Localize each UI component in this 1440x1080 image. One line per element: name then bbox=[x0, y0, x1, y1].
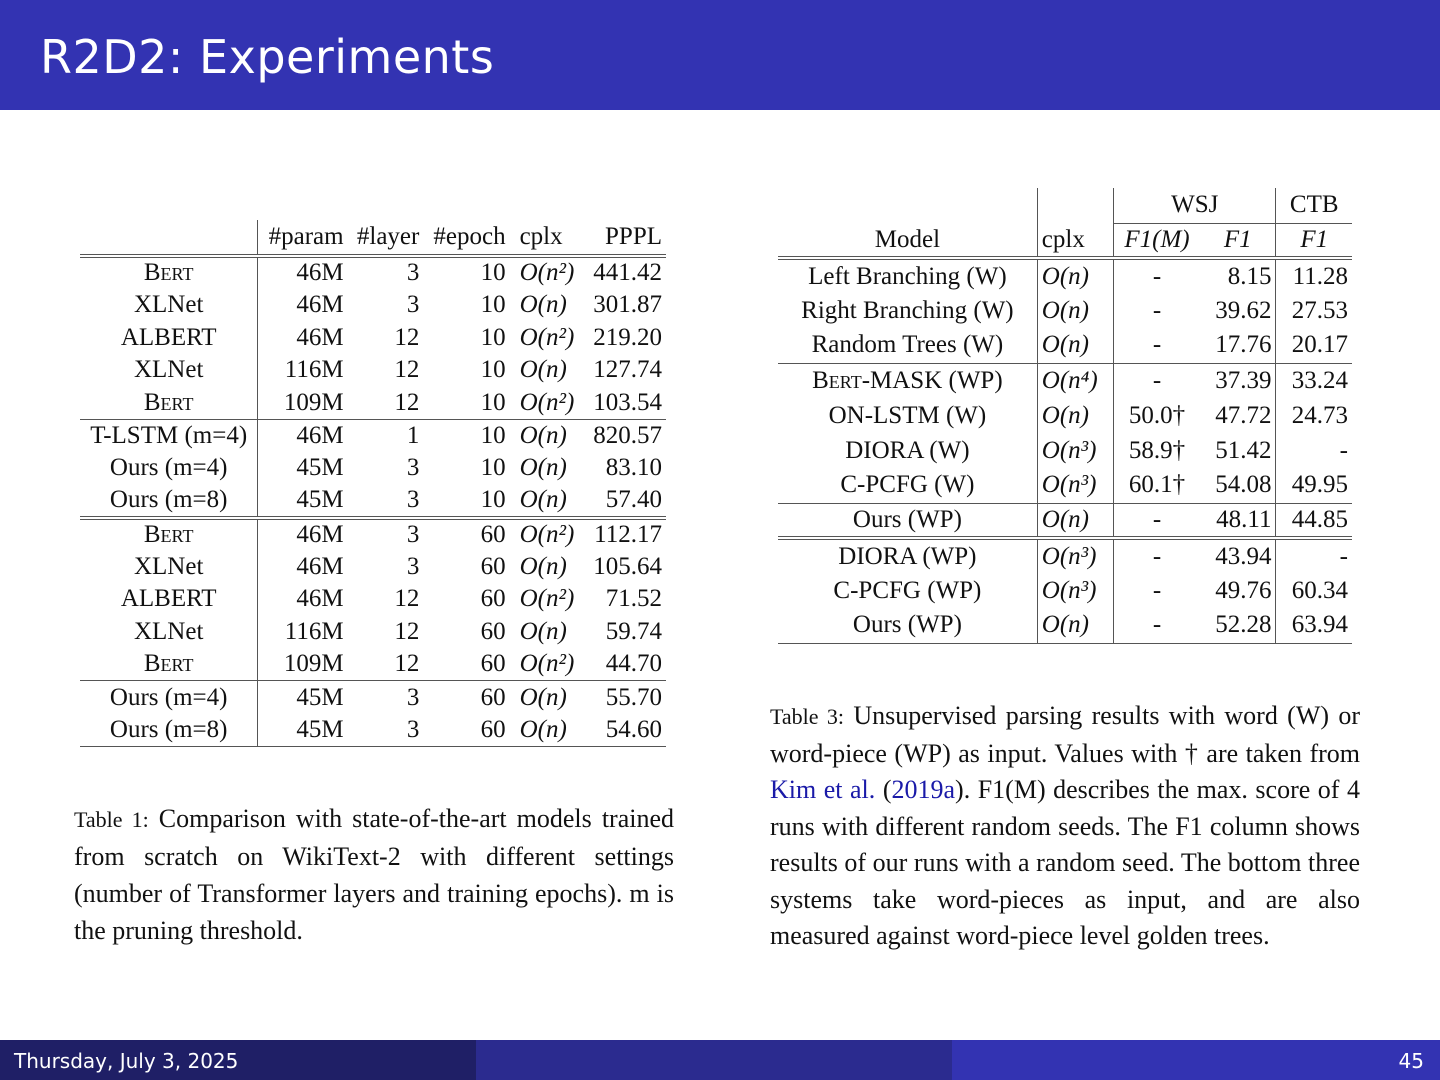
f1m-cell: 60.1† bbox=[1113, 468, 1200, 503]
table-row bbox=[80, 648, 666, 681]
column-header: F1 bbox=[1200, 223, 1276, 258]
pppl-cell: 59.74 bbox=[605, 617, 662, 645]
f1m-cell: - bbox=[1152, 576, 1162, 604]
table-row bbox=[778, 538, 1352, 573]
ctb-f1-cell: 63.94 bbox=[1276, 608, 1352, 643]
model-cell: ON-LSTM (W) bbox=[778, 398, 1037, 433]
empty-cell bbox=[1037, 188, 1113, 223]
table-3 bbox=[778, 188, 1352, 644]
f1-cell: 43.94 bbox=[1200, 538, 1276, 573]
table-1 bbox=[80, 220, 666, 747]
layer-cell: 3 bbox=[406, 291, 420, 319]
epoch-cell: 60 bbox=[480, 552, 506, 580]
table-row bbox=[80, 256, 666, 289]
model-cell: Right Branching (W) bbox=[778, 293, 1037, 328]
cplx-cell: O(n) bbox=[1037, 328, 1113, 363]
epoch-cell: 10 bbox=[480, 291, 506, 319]
column-header bbox=[80, 220, 258, 256]
cplx-cell: O(n) bbox=[1037, 258, 1113, 293]
cplx-cell: O(n²) bbox=[510, 648, 584, 681]
ctb-f1-cell: 44.85 bbox=[1276, 503, 1352, 538]
model-cell: XLNet bbox=[80, 550, 258, 583]
epoch-cell: 10 bbox=[480, 356, 506, 384]
caption-text: Comparison with state-of-the-art models trained from scratch on WikiText-2 with different settings (number of Transformer layers and training epochs). m is the pruning threshold. bbox=[74, 804, 675, 945]
layer-cell: 12 bbox=[348, 387, 424, 420]
table-row bbox=[80, 616, 666, 649]
caption-label: Table 1: bbox=[74, 807, 149, 832]
f1-cell: 37.39 bbox=[1200, 363, 1276, 398]
param-cell: 46M bbox=[296, 422, 344, 450]
cplx-cell: O(n) bbox=[510, 714, 584, 747]
param-cell: 116M bbox=[284, 617, 344, 645]
param-cell: 109M bbox=[258, 387, 348, 420]
ctb-f1-cell: 20.17 bbox=[1276, 328, 1352, 363]
layer-cell: 3 bbox=[406, 259, 420, 287]
pppl-cell: 301.87 bbox=[593, 291, 662, 319]
table-row bbox=[778, 573, 1352, 608]
model-cell: Ours (WP) bbox=[778, 608, 1037, 643]
param-cell: 46M bbox=[296, 552, 344, 580]
table-row bbox=[778, 363, 1352, 398]
param-cell: 45M bbox=[296, 683, 344, 711]
table-row bbox=[80, 518, 666, 551]
group-header-row bbox=[778, 188, 1352, 223]
table-header-row bbox=[80, 220, 666, 256]
table-row bbox=[80, 419, 666, 452]
f1-cell: 49.76 bbox=[1200, 573, 1276, 608]
cplx-cell: O(n²) bbox=[519, 520, 575, 548]
pppl-cell: 820.57 bbox=[593, 422, 662, 450]
model-cell: Ours (WP) bbox=[778, 503, 1037, 538]
layer-cell: 12 bbox=[394, 323, 420, 351]
model-cell: XLNet bbox=[80, 616, 258, 649]
table-row bbox=[80, 452, 666, 485]
model-cell: XLNet bbox=[80, 289, 258, 322]
citation-year-link[interactable]: 2019a bbox=[891, 775, 956, 804]
layer-cell: 12 bbox=[394, 617, 420, 645]
cplx-cell: O(n²) bbox=[519, 585, 575, 613]
ctb-f1-cell: - bbox=[1339, 436, 1348, 464]
model-cell: Ours (m=4) bbox=[80, 452, 258, 485]
model-cell: XLNet bbox=[80, 354, 258, 387]
ctb-f1-cell: - bbox=[1339, 542, 1348, 570]
group-header-wsj: WSJ bbox=[1113, 188, 1276, 223]
param-cell: 45M bbox=[258, 714, 348, 747]
epoch-cell: 10 bbox=[480, 259, 506, 287]
ctb-f1-cell: 27.53 bbox=[1291, 296, 1348, 324]
table-1-caption bbox=[74, 800, 674, 949]
pppl-cell: 105.64 bbox=[593, 552, 662, 580]
param-cell: 46M bbox=[296, 585, 344, 613]
f1m-cell: - bbox=[1113, 503, 1200, 538]
group-header-ctb: CTB bbox=[1276, 188, 1352, 223]
footer-segment-middle bbox=[476, 1040, 952, 1080]
cplx-cell: O(n) bbox=[1037, 503, 1113, 538]
column-header: #epoch bbox=[423, 220, 509, 256]
footer-segment-right bbox=[952, 1040, 1440, 1080]
ctb-f1-cell: 60.34 bbox=[1291, 576, 1348, 604]
f1m-cell: - bbox=[1152, 262, 1162, 290]
pppl-cell: 55.70 bbox=[605, 683, 662, 711]
table-header-row bbox=[778, 223, 1352, 258]
cplx-cell: O(n²) bbox=[519, 259, 575, 287]
cplx-cell: O(n) bbox=[519, 422, 567, 450]
param-cell: 116M bbox=[284, 356, 344, 384]
table-3-caption: Table 3: Unsupervised parsing results with word (W) or word-piece (WP) as input. Values with † are taken from Kim et al. (2019a). F1(M) describes the max. score of 4 runs with different random seeds. The F1 column shows results of our runs with a random seed. The bottom three systems take word-pieces as input, and are also measured against word-piece level golden trees. bbox=[770, 701, 1361, 950]
f1m-cell: - bbox=[1152, 542, 1162, 570]
model-cell: C-PCFG (WP) bbox=[778, 573, 1037, 608]
epoch-cell: 10 bbox=[480, 454, 506, 482]
f1m-cell: - bbox=[1113, 328, 1200, 363]
caption-text-cont: ). F1(M) describes the max. score of 4 runs with different random seeds. The F1 column shows results of our runs with a random seed. The bottom three systems take word-pieces as input, and are also measured against word-piece level golden trees. bbox=[770, 775, 1360, 950]
model-cell: Left Branching (W) bbox=[778, 258, 1037, 293]
layer-cell: 3 bbox=[406, 520, 420, 548]
f1m-cell: - bbox=[1113, 608, 1200, 643]
model-cell: DIORA (WP) bbox=[778, 538, 1037, 573]
cplx-cell: O(n) bbox=[519, 683, 567, 711]
model-cell: T-LSTM (m=4) bbox=[80, 419, 258, 452]
table-row bbox=[778, 503, 1352, 538]
layer-cell: 3 bbox=[406, 454, 420, 482]
cplx-cell: O(n) bbox=[510, 485, 584, 518]
column-header: cplx bbox=[1037, 223, 1113, 258]
column-header: Model bbox=[778, 223, 1037, 258]
epoch-cell: 10 bbox=[480, 422, 506, 450]
pppl-cell: 112.17 bbox=[594, 520, 662, 548]
pppl-cell: 127.74 bbox=[593, 356, 662, 384]
model-cell: Bert bbox=[80, 518, 258, 551]
table-row bbox=[80, 387, 666, 420]
f1-cell: 48.11 bbox=[1200, 503, 1276, 538]
cplx-cell: O(n²) bbox=[510, 387, 584, 420]
f1-cell: 51.42 bbox=[1200, 433, 1276, 468]
table-row bbox=[80, 485, 666, 518]
column-header: cplx bbox=[510, 220, 584, 256]
page-number: 45 bbox=[1398, 1049, 1424, 1073]
column-header: #param bbox=[258, 220, 348, 256]
epoch-cell: 10 bbox=[480, 323, 506, 351]
epoch-cell: 60 bbox=[480, 683, 506, 711]
cplx-cell: O(n) bbox=[1037, 293, 1113, 328]
table-row bbox=[778, 293, 1352, 328]
f1-cell: 8.15 bbox=[1200, 258, 1276, 293]
pppl-cell: 54.60 bbox=[583, 714, 666, 747]
layer-cell: 12 bbox=[348, 648, 424, 681]
param-cell: 109M bbox=[258, 648, 348, 681]
slide-title: R2D2: Experiments bbox=[40, 30, 495, 84]
epoch-cell: 60 bbox=[480, 617, 506, 645]
table-row bbox=[778, 608, 1352, 643]
table-row bbox=[80, 550, 666, 583]
model-cell: Bert bbox=[80, 256, 258, 289]
epoch-cell: 60 bbox=[423, 714, 509, 747]
epoch-cell: 10 bbox=[423, 387, 509, 420]
cplx-cell: O(n) bbox=[519, 454, 567, 482]
cplx-cell: O(n) bbox=[519, 356, 567, 384]
layer-cell: 3 bbox=[348, 485, 424, 518]
epoch-cell: 60 bbox=[480, 585, 506, 613]
epoch-cell: 10 bbox=[423, 485, 509, 518]
citation-link[interactable]: Kim et al. bbox=[770, 775, 876, 804]
model-cell: DIORA (W) bbox=[778, 433, 1037, 468]
table-row bbox=[80, 354, 666, 387]
model-cell: Ours (m=8) bbox=[80, 714, 258, 747]
ctb-f1-cell: 11.28 bbox=[1292, 262, 1348, 290]
pppl-cell: 219.20 bbox=[593, 323, 662, 351]
pppl-cell: 83.10 bbox=[605, 454, 662, 482]
caption-label: Table 3: bbox=[770, 704, 845, 729]
table-row bbox=[80, 681, 666, 714]
epoch-cell: 60 bbox=[480, 520, 506, 548]
layer-cell: 3 bbox=[406, 552, 420, 580]
cplx-cell: O(n) bbox=[519, 552, 567, 580]
pppl-cell: 103.54 bbox=[583, 387, 666, 420]
f1m-cell: - bbox=[1152, 296, 1162, 324]
table-row bbox=[80, 714, 666, 747]
f1m-cell: 50.0† bbox=[1128, 401, 1186, 429]
model-cell: Random Trees (W) bbox=[778, 328, 1037, 363]
pppl-cell: 57.40 bbox=[583, 485, 666, 518]
f1-cell: 52.28 bbox=[1200, 608, 1276, 643]
f1m-cell: 58.9† bbox=[1128, 436, 1186, 464]
model-cell: C-PCFG (W) bbox=[778, 468, 1037, 503]
empty-cell bbox=[778, 188, 1037, 223]
cplx-cell: O(n³) bbox=[1037, 468, 1113, 503]
ctb-f1-cell: 24.73 bbox=[1291, 401, 1348, 429]
cplx-cell: O(n) bbox=[519, 291, 567, 319]
layer-cell: 3 bbox=[348, 714, 424, 747]
pppl-cell: 44.70 bbox=[583, 648, 666, 681]
param-cell: 45M bbox=[296, 454, 344, 482]
param-cell: 46M bbox=[296, 259, 344, 287]
table-row bbox=[778, 328, 1352, 363]
table-row bbox=[80, 321, 666, 354]
layer-cell: 1 bbox=[406, 422, 420, 450]
param-cell: 46M bbox=[296, 291, 344, 319]
table-row bbox=[778, 258, 1352, 293]
layer-cell: 3 bbox=[406, 683, 420, 711]
layer-cell: 12 bbox=[394, 585, 420, 613]
model-cell: Ours (m=4) bbox=[80, 681, 258, 714]
model-cell: ALBERT bbox=[80, 321, 258, 354]
slide-header bbox=[0, 0, 1440, 110]
model-cell: ALBERT bbox=[80, 583, 258, 616]
pppl-cell: 71.52 bbox=[605, 585, 662, 613]
param-cell: 46M bbox=[296, 520, 344, 548]
param-cell: 46M bbox=[296, 323, 344, 351]
layer-cell: 12 bbox=[394, 356, 420, 384]
table-row bbox=[80, 583, 666, 616]
column-header: PPPL bbox=[583, 220, 666, 256]
cplx-cell: O(n⁴) bbox=[1037, 363, 1113, 398]
cplx-cell: O(n²) bbox=[519, 323, 575, 351]
table-row bbox=[80, 289, 666, 322]
column-header: F1 bbox=[1276, 223, 1352, 258]
column-header: F1(M) bbox=[1113, 223, 1200, 258]
cplx-cell: O(n) bbox=[1037, 398, 1113, 433]
param-cell: 45M bbox=[258, 485, 348, 518]
ctb-f1-cell: 33.24 bbox=[1291, 366, 1348, 394]
table-row bbox=[778, 398, 1352, 433]
cplx-cell: O(n³) bbox=[1037, 433, 1113, 468]
f1-cell: 17.76 bbox=[1200, 328, 1276, 363]
f1-cell: 47.72 bbox=[1200, 398, 1276, 433]
table-row bbox=[778, 468, 1352, 503]
cplx-cell: O(n³) bbox=[1037, 573, 1113, 608]
f1m-cell: - bbox=[1152, 366, 1162, 394]
cplx-cell: O(n) bbox=[1037, 608, 1113, 643]
pppl-cell: 441.42 bbox=[593, 259, 662, 287]
f1-cell: 39.62 bbox=[1200, 293, 1276, 328]
model-cell: Bert bbox=[80, 648, 258, 681]
cplx-cell: O(n³) bbox=[1037, 538, 1113, 573]
model-cell: Bert bbox=[80, 387, 258, 420]
epoch-cell: 60 bbox=[423, 648, 509, 681]
model-cell: Bert-MASK (WP) bbox=[778, 363, 1037, 398]
model-cell: Ours (m=8) bbox=[80, 485, 258, 518]
table-row bbox=[778, 433, 1352, 468]
column-header: #layer bbox=[348, 220, 424, 256]
cplx-cell: O(n) bbox=[519, 617, 567, 645]
ctb-f1-cell: 49.95 bbox=[1276, 468, 1352, 503]
caption-text: Unsupervised parsing results with word (W) or word-piece (WP) as input. Values with † are taken from bbox=[770, 701, 1361, 768]
f1-cell: 54.08 bbox=[1200, 468, 1276, 503]
footer-date: Thursday, July 3, 2025 bbox=[14, 1049, 239, 1073]
